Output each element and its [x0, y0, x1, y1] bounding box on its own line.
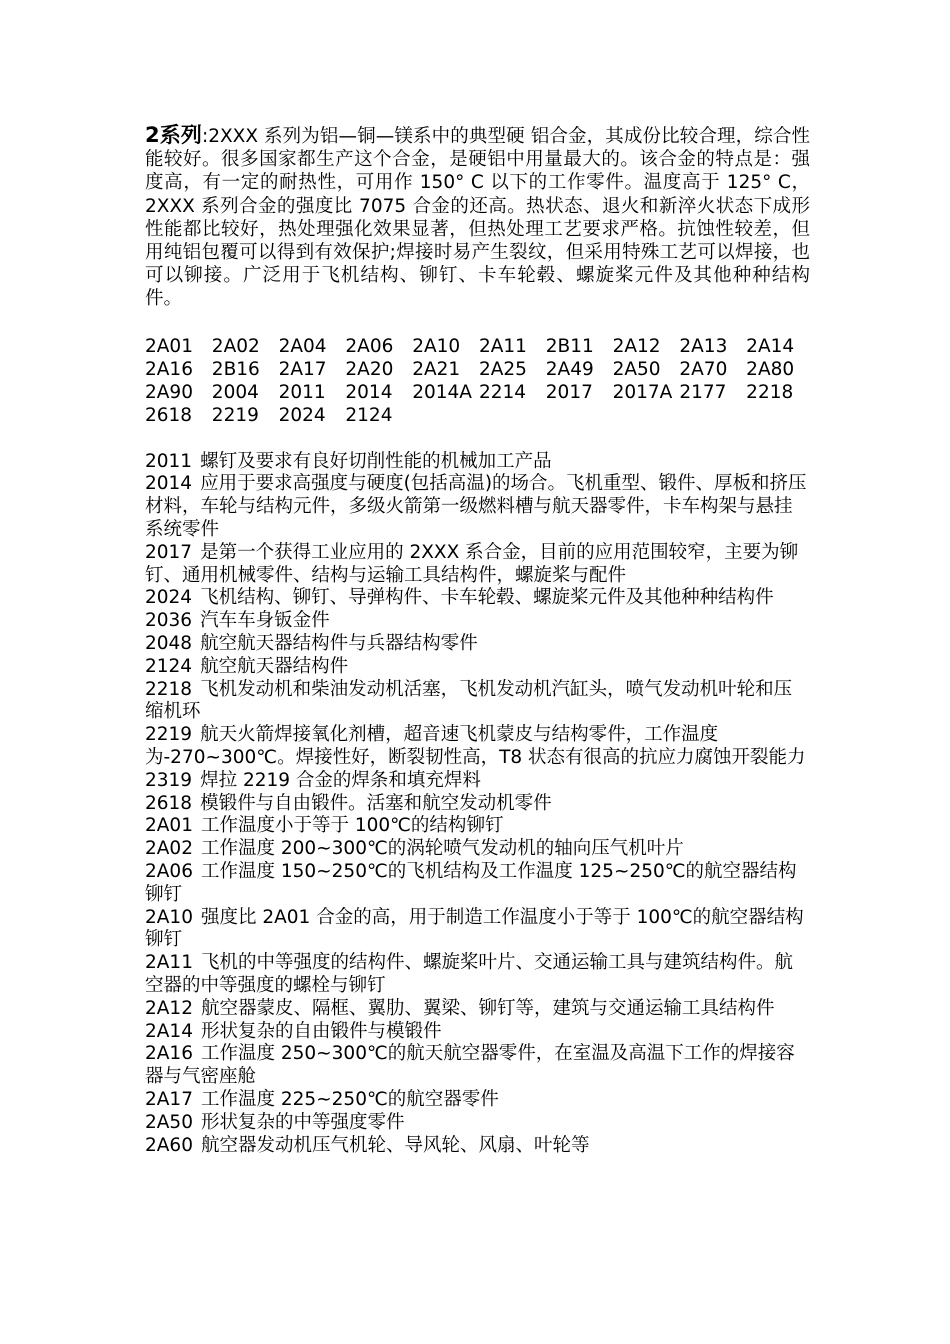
grade-code: 2A04 — [278, 335, 327, 357]
application-code: 2218 — [145, 678, 193, 700]
grade-code: 2177 — [679, 381, 727, 403]
application-text: 工作温度小于等于 100℃的结构铆钉 — [200, 815, 504, 837]
application-text: 应用于要求高强度与硬度(包括高温)的场合。飞机重型、锻件、厚板和挤压材料，车轮与结构元件，多级火箭第一级燃料槽与航天器零件，卡车构架与悬挂系统零件 — [145, 473, 807, 541]
application-code: 2A01 — [145, 815, 193, 837]
application-item — [145, 838, 810, 861]
application-item — [145, 633, 810, 656]
grade-code: 2A90 — [145, 381, 193, 403]
application-item — [145, 793, 810, 816]
application-item — [145, 1021, 810, 1044]
application-item — [145, 952, 810, 998]
application-item — [145, 770, 810, 793]
application-text: 强度比 2A01 合金的高，用于制造工作温度小于等于 100℃的航空器结构铆钉 — [145, 906, 804, 951]
application-code: 2A11 — [145, 952, 193, 974]
grade-code: 2A50 — [612, 358, 661, 380]
application-item — [145, 1112, 810, 1135]
application-item — [145, 473, 810, 541]
grade-code: 2218 — [746, 381, 794, 403]
application-text: 形状复杂的中等强度零件 — [200, 1111, 405, 1133]
application-code: 2024 — [145, 587, 193, 609]
application-code: 2A16 — [145, 1043, 193, 1065]
application-code: 2036 — [145, 610, 193, 632]
document-page — [145, 124, 810, 1157]
grade-code: 2A11 — [478, 335, 527, 357]
application-code: 2124 — [145, 655, 193, 677]
application-item — [145, 1089, 810, 1112]
application-code: 2A12 — [145, 997, 193, 1019]
application-code: 2014 — [145, 473, 193, 495]
grade-code: 2124 — [345, 404, 393, 426]
application-code: 2A60 — [145, 1134, 193, 1156]
application-item — [145, 451, 810, 474]
grade-code: 2A13 — [679, 335, 728, 357]
application-code: 2319 — [145, 769, 193, 791]
application-text: 焊拉 2219 合金的焊条和填充焊料 — [200, 769, 481, 791]
application-text: 航空器发动机压气机轮、导风轮、风扇、叶轮等 — [200, 1134, 590, 1156]
application-item — [145, 1043, 810, 1089]
grade-code: 2A21 — [412, 358, 461, 380]
grade-code: 2014 — [345, 381, 393, 403]
application-text: 螺钉及要求有良好切削性能的机械加工产品 — [200, 450, 552, 472]
grade-code: 2A49 — [545, 358, 594, 380]
grade-code: 2A12 — [612, 335, 661, 357]
application-text: 工作温度 250~300℃的航天航空器零件，在室温及高温下工作的焊接容器与气密座舱 — [145, 1043, 795, 1088]
application-text: 航天火箭焊接氧化剂槽，超音速飞机蒙皮与结构零件，工作温度为-270~300℃。焊接性好，断裂韧性高，T8 状态有很高的抗应力腐蚀开裂能力 — [145, 724, 806, 768]
grade-code: 2A06 — [345, 335, 394, 357]
grade-code: 2011 — [278, 381, 326, 403]
application-item — [145, 907, 810, 953]
grade-code: 2A20 — [345, 358, 394, 380]
application-item — [145, 610, 810, 633]
grade-code: 2004 — [211, 381, 259, 403]
grade-code: 2017 — [545, 381, 593, 403]
application-code: 2A17 — [145, 1088, 193, 1110]
grade-code: 2A10 — [412, 335, 461, 357]
application-text: 航空器蒙皮、隔框、翼肋、翼梁、铆钉等，建筑与交通运输工具结构件 — [200, 997, 775, 1019]
application-text: 飞机结构、铆钉、导弹构件、卡车轮毂、螺旋桨元件及其他种种结构件 — [200, 587, 774, 609]
application-code: 2A50 — [145, 1111, 193, 1133]
application-code: 2048 — [145, 633, 193, 654]
application-code: 2A10 — [145, 906, 193, 928]
application-item — [145, 998, 810, 1021]
application-code: 2011 — [145, 450, 193, 472]
grade-code: 2017A — [612, 381, 673, 403]
application-text: 航空航天器结构件与兵器结构零件 — [200, 633, 478, 654]
application-text: 工作温度 225~250℃的航空器零件 — [200, 1088, 499, 1110]
application-item — [145, 815, 810, 838]
grade-code: 2219 — [211, 404, 259, 426]
grade-code: 2A25 — [478, 358, 527, 380]
application-code: 2A02 — [145, 838, 193, 860]
application-code: 2219 — [145, 724, 193, 746]
grade-code: 2024 — [278, 404, 326, 426]
application-item — [145, 587, 810, 610]
application-text: 飞机的中等强度的结构件、螺旋桨叶片、交通运输工具与建筑结构件。航空器的中等强度的螺栓与铆钉 — [145, 952, 793, 996]
application-text: 模锻件与自由锻件。活塞和航空发动机零件 — [200, 792, 552, 814]
grade-code: 2A14 — [746, 335, 795, 357]
grade-code: 2A02 — [211, 335, 260, 357]
application-list — [145, 451, 810, 1158]
grade-code: 2A01 — [145, 335, 193, 357]
grade-code: 2618 — [145, 404, 193, 426]
application-item — [145, 542, 810, 588]
application-code: 2A14 — [145, 1020, 193, 1042]
series-heading: 2系列 — [145, 123, 202, 147]
application-item — [145, 679, 810, 725]
application-code: 2A06 — [145, 860, 193, 882]
grade-code: 2A17 — [278, 358, 327, 380]
grade-code: 2A70 — [679, 358, 728, 380]
application-text: 汽车车身钣金件 — [200, 610, 330, 632]
application-text: 工作温度 200~300℃的涡轮喷气发动机的轴向压气机叶片 — [200, 838, 684, 860]
application-text: 工作温度 150~250℃的飞机结构及工作温度 125~250℃的航空器结构铆钉 — [145, 860, 797, 905]
grade-code: 2A80 — [746, 358, 795, 380]
grade-code: 2014A — [412, 381, 472, 403]
application-text: 飞机发动机和柴油发动机活塞，飞机发动机汽缸头，喷气发动机叶轮和压缩机环 — [145, 678, 793, 723]
grade-code: 2B11 — [545, 335, 594, 357]
application-text: 航空航天器结构件 — [200, 655, 349, 677]
application-item — [145, 1135, 810, 1158]
application-code: 2017 — [145, 541, 193, 563]
application-item — [145, 724, 810, 770]
application-text: 是第一个获得工业应用的 2XXX 系合金，目前的应用范围较窄，主要为铆钉、通用机械零件、结构与运输工具结构件，螺旋桨与配件 — [145, 541, 799, 586]
grade-code: 2B16 — [211, 358, 260, 380]
grade-code: 2214 — [478, 381, 527, 403]
application-item — [145, 656, 810, 679]
application-item — [145, 861, 810, 907]
grade-code: 2A16 — [145, 358, 193, 380]
intro-text: :2XXX 系列为铝—铜—镁系中的典型硬 铝合金，其成份比较合理，综合性能较好。很多国家都生产这个合金，是硬铝中用量最大的。该合金的特点是：强度高，有一定的耐热性，可用作 150° C 以下的工作零件。温度高于 125° C，2XXX 系列合金的强度比 7075 合金的还高。热状态、退火和新淬火状态下成形性能都比较好，热处理强化效果显著，但热处理工艺要求严格。抗蚀性较差，但用纯铝包覆可以得到有效保护;焊接时易产生裂纹，但采用特殊工艺可以焊接，也可以铆接。广泛用于飞机结构、铆钉、卡车轮毂、螺旋桨元件及其他种种结构件。 — [145, 126, 810, 310]
application-code: 2618 — [145, 792, 193, 814]
intro-paragraph — [145, 124, 810, 311]
application-text: 形状复杂的自由锻件与模锻件 — [200, 1020, 442, 1042]
grade-list — [145, 335, 810, 427]
